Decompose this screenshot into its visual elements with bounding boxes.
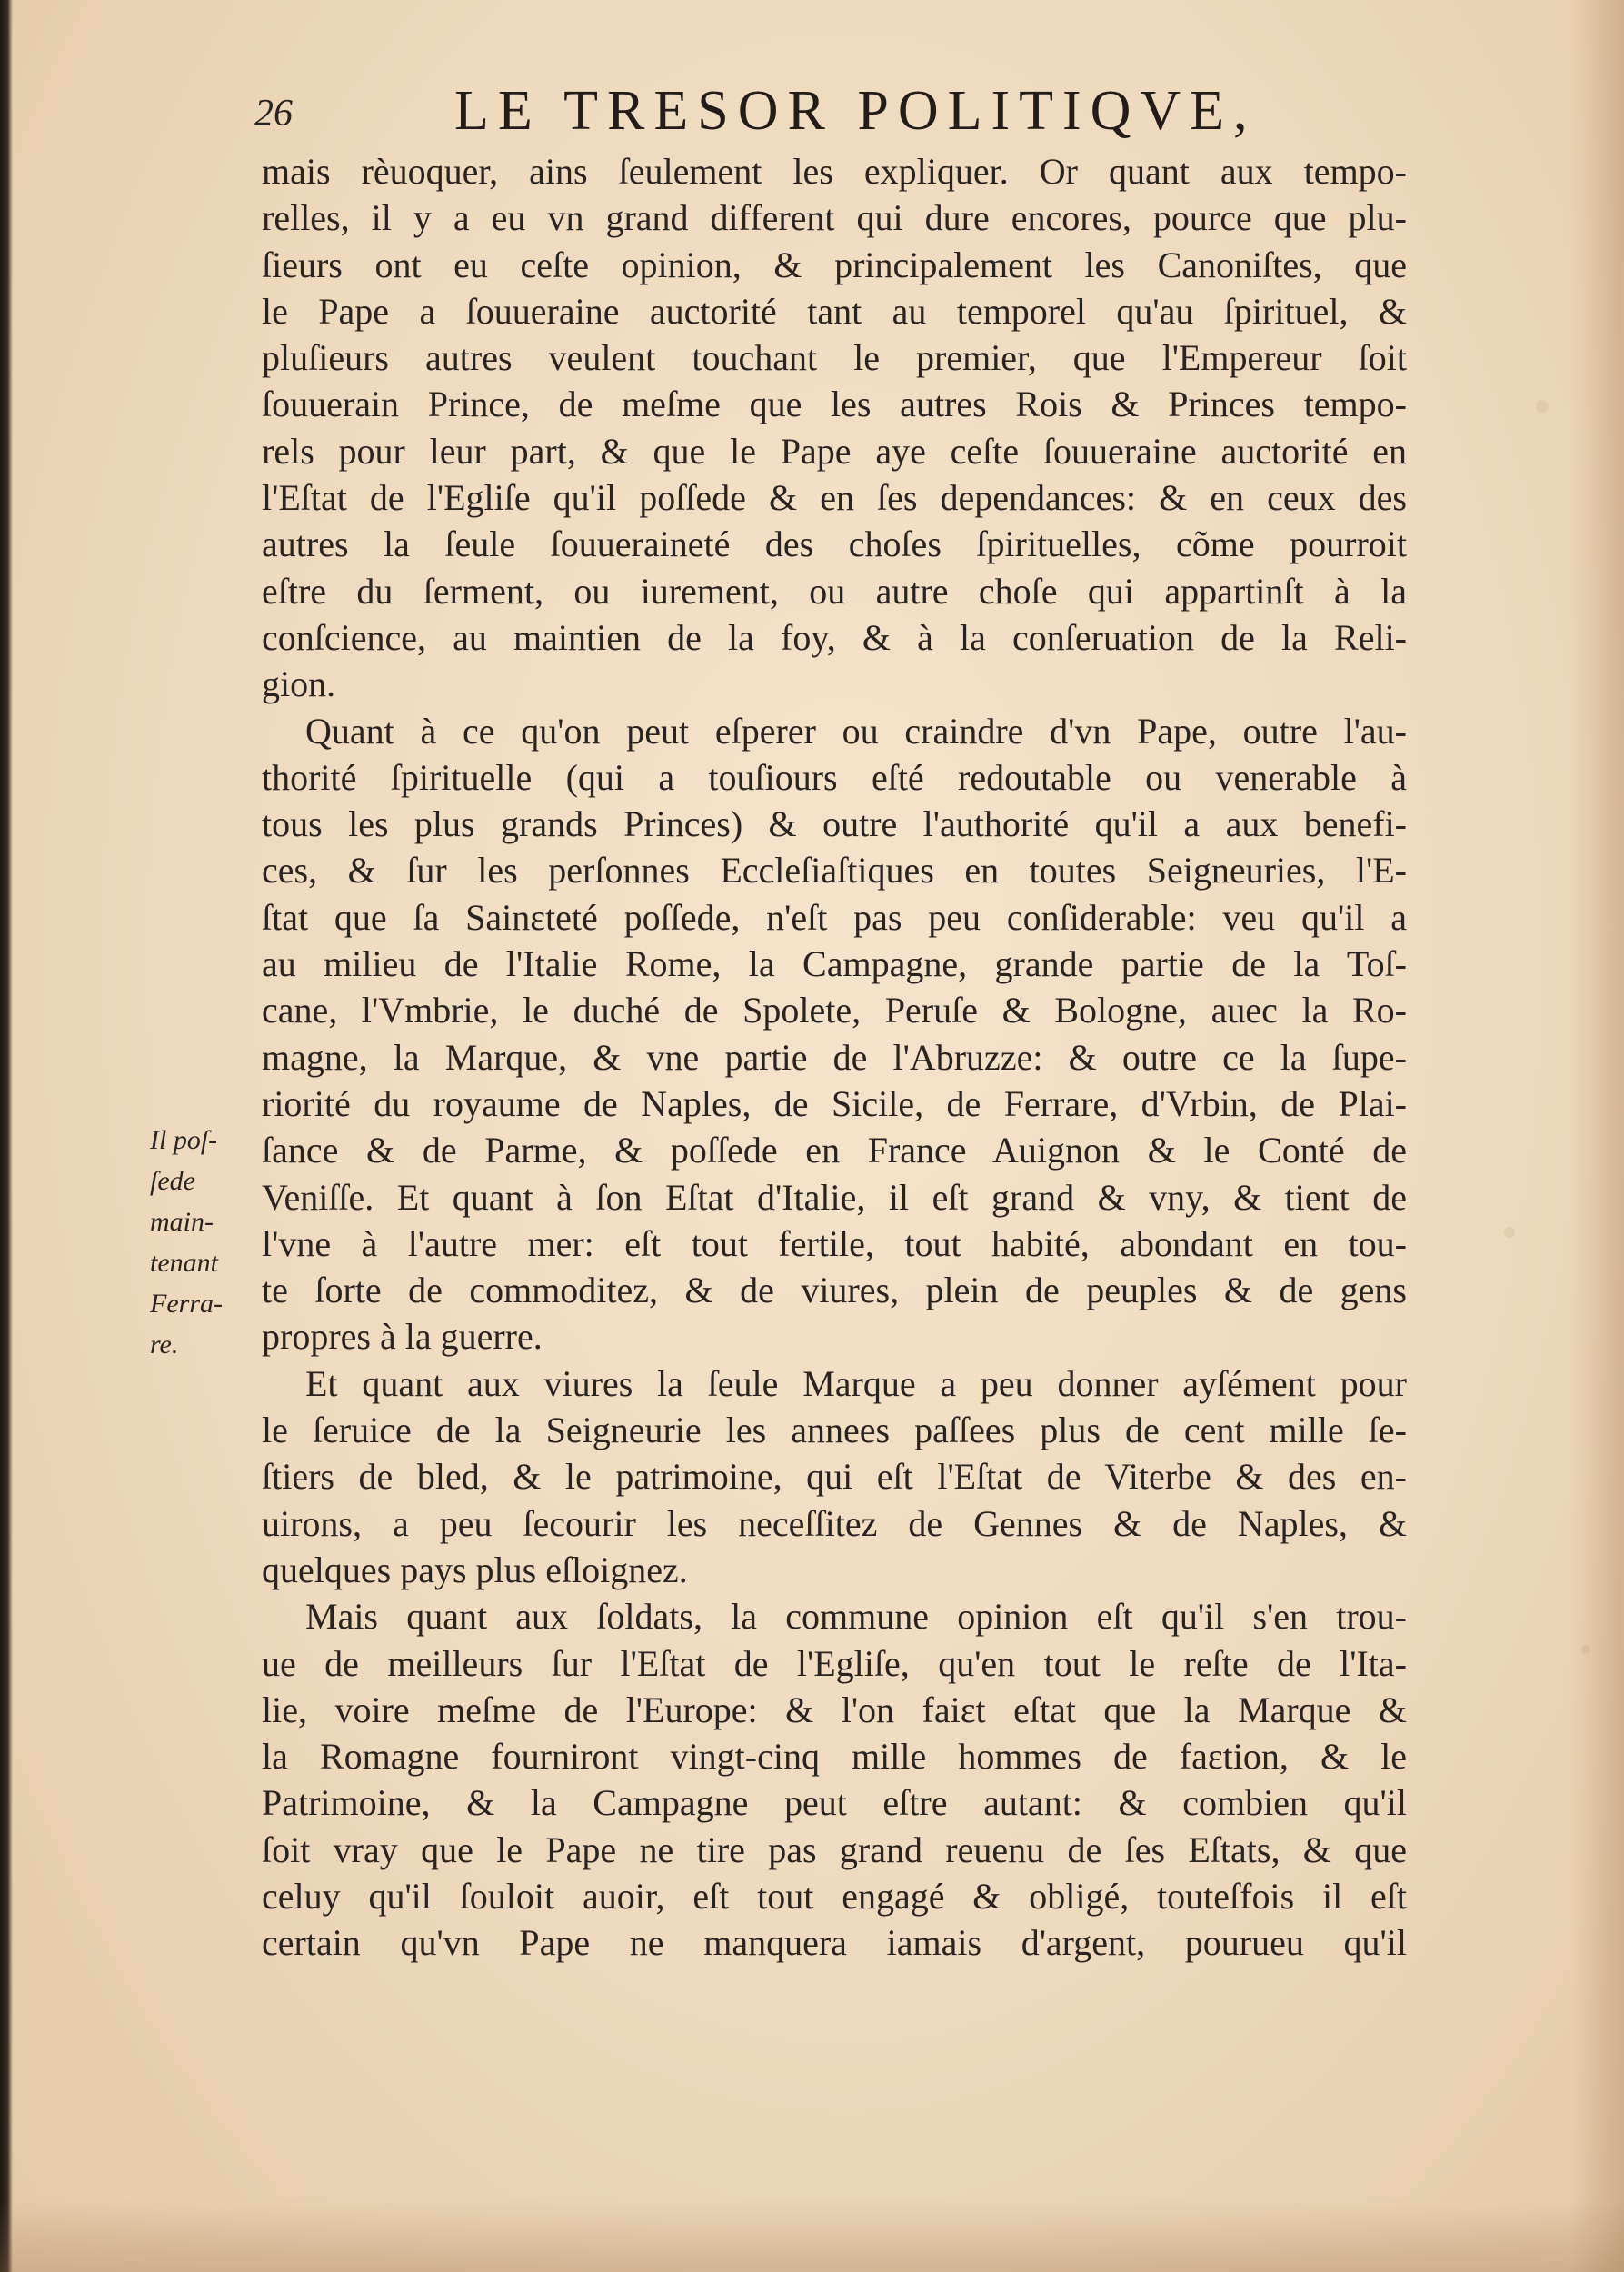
text-line: lie, voire meſme de l'Europe: & l'on faiɛt eſtat que la Marque & bbox=[262, 1689, 1407, 1730]
text-line: au milieu de l'Italie Rome, la Campagne, grande partie de la Toſ- bbox=[262, 943, 1407, 985]
text-line: Mais quant aux ſoldats, la commune opinion eſt qu'il s'en trou- bbox=[305, 1596, 1407, 1638]
text-line: ſouuerain Prince, de meſme que les autres Rois & Princes tempo- bbox=[262, 384, 1407, 425]
text-line: cane, l'Vmbrie, le duché de Spolete, Peruſe & Bologne, auec la Ro- bbox=[262, 990, 1407, 1031]
text-line: uirons, a peu ſecourir les neceſſitez de Gennes & de Naples, & bbox=[262, 1502, 1407, 1544]
marginal-note bbox=[150, 1120, 250, 1365]
text-line: riorité du royaume de Naples, de Sicile, de Ferrare, d'Vrbin, de Plai- bbox=[262, 1082, 1407, 1124]
text-line: conſcience, au maintien de la foy, & à la conſeruation de la Reli- bbox=[262, 616, 1407, 658]
text-line: mais rèuoquer, ains ſeulement les expliquer. Or quant aux tempo- bbox=[262, 151, 1407, 192]
marginal-note-line: re. bbox=[150, 1330, 179, 1360]
text-line: la Romagne fourniront vingt-cinq mille hommes de faɛtion, & le bbox=[262, 1736, 1407, 1778]
text-line: celuy qu'il ſouloit auoir, eſt tout engagé & obligé, touteſfois il eſt bbox=[262, 1875, 1407, 1917]
paper-speck bbox=[1504, 1227, 1515, 1238]
text-line: Et quant aux viures la ſeule Marque a peu donner ayſément pour bbox=[305, 1362, 1407, 1404]
marginal-note-line: Il poſ- bbox=[150, 1125, 218, 1155]
body-text bbox=[262, 148, 1407, 1967]
text-line: propres à la guerre. bbox=[262, 1316, 543, 1358]
text-line: autres la ſeule ſouueraineté des choſes ſpirituelles, cõme pourroit bbox=[262, 523, 1407, 565]
text-line: ſance & de Parme, & poſſede en France Auignon & le Conté de bbox=[262, 1130, 1407, 1171]
running-title: LE TRESOR POLITIQVE, bbox=[454, 80, 1257, 142]
text-line: ſtat que ſa Sainɛteté poſſede, n'eſt pas peu conſiderable: veu qu'il a bbox=[262, 896, 1407, 938]
text-line: eſtre du ſerment, ou iurement, ou autre choſe qui appartinſt à la bbox=[262, 570, 1407, 612]
text-line: pluſieurs autres veulent touchant le premier, que l'Empereur ſoit bbox=[262, 337, 1407, 379]
text-line: ſoit vray que le Pape ne tire pas grand reuenu de ſes Eſtats, & que bbox=[262, 1829, 1407, 1870]
text-line: l'Eſtat de l'Egliſe qu'il poſſede & en ſes dependances: & en ceux des bbox=[262, 477, 1407, 519]
marginal-note-line: main- bbox=[150, 1207, 214, 1237]
text-line: te ſorte de commoditez, & de viures, plein de peuples & de gens bbox=[262, 1270, 1407, 1311]
marginal-note-line: ſede bbox=[150, 1166, 195, 1196]
text-line: rels pour leur part, & que le Pape aye ceſte ſouueraine auctorité en bbox=[262, 430, 1407, 472]
text-line: gion. bbox=[262, 663, 336, 705]
marginal-note-line: Ferra- bbox=[150, 1289, 223, 1319]
page-edge-shading bbox=[1569, 0, 1624, 2272]
text-line: Patrimoine, & la Campagne peut eſtre autant: & combien qu'il bbox=[262, 1782, 1407, 1824]
binding-edge bbox=[0, 0, 13, 2272]
text-line: magne, la Marque, & vne partie de l'Abruzze: & outre ce la ſupe- bbox=[262, 1036, 1407, 1078]
text-line: ſieurs ont eu ceſte opinion, & principalement les Canoniſtes, que bbox=[262, 244, 1407, 285]
marginal-note-line: tenant bbox=[150, 1248, 218, 1278]
text-line: quelques pays plus eſloignez. bbox=[262, 1549, 688, 1590]
text-line: ue de meilleurs ſur l'Eſtat de l'Egliſe, qu'en tout le reſte de l'Ita- bbox=[262, 1642, 1407, 1684]
page-bottom-shading bbox=[0, 2199, 1624, 2272]
paper-speck bbox=[1536, 400, 1549, 413]
text-line: tous les plus grands Princes) & outre l'authorité qu'il a aux benefi- bbox=[262, 803, 1407, 845]
text-line: le ſeruice de la Seigneurie les annees paſſees plus de cent mille ſe- bbox=[262, 1410, 1407, 1451]
page-number: 26 bbox=[254, 93, 293, 135]
text-line: ſtiers de bled, & le patrimoine, qui eſt l'Eſtat de Viterbe & des en- bbox=[262, 1456, 1407, 1498]
text-line: ces, & ſur les perſonnes Eccleſiaſtiques en toutes Seigneuries, l'E- bbox=[262, 850, 1407, 892]
running-head bbox=[254, 77, 1436, 150]
text-line: relles, il y a eu vn grand different qui dure encores, pource que plu- bbox=[262, 197, 1407, 239]
text-line: certain qu'vn Pape ne manquera iamais d'argent, pourueu qu'il bbox=[262, 1922, 1407, 1964]
text-line: thorité ſpirituelle (qui a touſiours eſté redoutable ou venerable à bbox=[262, 756, 1407, 798]
text-line: Quant à ce qu'on peut eſperer ou craindre d'vn Pape, outre l'au- bbox=[305, 710, 1407, 752]
text-line: le Pape a ſouueraine auctorité tant au temporel qu'au ſpirituel, & bbox=[262, 290, 1407, 332]
text-line: l'vne à l'autre mer: eſt tout fertile, tout habité, abondant en tou- bbox=[262, 1222, 1407, 1264]
paper-speck bbox=[1581, 1645, 1590, 1654]
text-line: Veniſſe. Et quant à ſon Eſtat d'Italie, il eſt grand & vny, & tient de bbox=[262, 1176, 1407, 1218]
